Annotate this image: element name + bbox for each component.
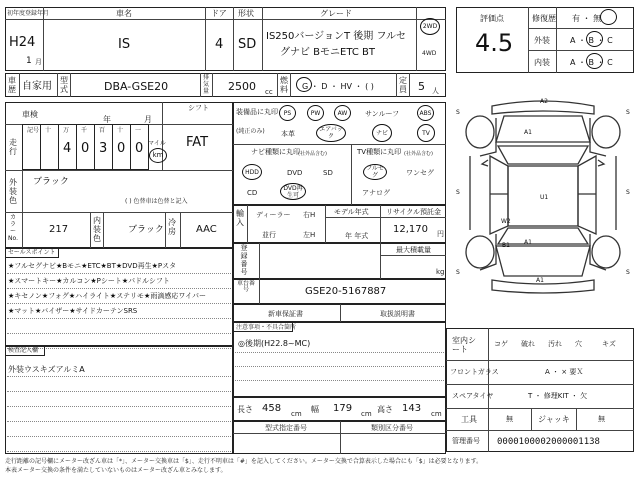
length-label: 長さ — [237, 405, 253, 414]
side-mark-s: S — [456, 269, 460, 276]
odometer-digit-label: 百 — [99, 127, 106, 134]
leather-label: 本革 — [281, 130, 295, 138]
shift-value: FAT — [186, 135, 209, 150]
oneseg-label: ワンセグ — [406, 169, 434, 177]
fuel-options: G ・ D ・ HV ・ ( ) — [302, 82, 374, 91]
ps-circle: PS — [279, 105, 296, 121]
ruled-line — [7, 436, 231, 437]
inspection-year-unit: 年 — [103, 115, 111, 124]
exterior-label: 外装 — [534, 36, 550, 45]
jack-label: ジャッキ — [538, 415, 570, 424]
mark-b1: B1 — [502, 242, 510, 249]
seat-option: コゲ — [494, 340, 508, 348]
model-year-label: モデル年式 — [334, 208, 369, 216]
displacement-value: 2500 — [228, 80, 256, 93]
length-value: 458 — [262, 403, 282, 414]
fuel-label: 燃料 — [280, 76, 288, 94]
mark-a1-rear: A1 — [524, 239, 532, 246]
ruled-line — [7, 391, 231, 392]
odometer-digit: 0 — [81, 141, 90, 156]
sales-point-line: ★フルセグナビ★Bモニ★ETC★BT★DVD再生★Pスタ — [8, 262, 177, 270]
import-label: 輸入 — [236, 209, 244, 227]
model-label: 型式 — [60, 76, 68, 94]
interior-b-circle — [586, 53, 603, 69]
ruled-line — [7, 273, 231, 274]
odometer-label: 走行 — [9, 138, 17, 156]
model-row — [5, 73, 446, 97]
reg-year-value: H24 — [9, 35, 36, 50]
length-unit: cm — [291, 410, 302, 418]
airbag-circle: エアバック — [316, 124, 346, 142]
odometer-digit: 0 — [117, 141, 126, 156]
ruled-line — [7, 318, 231, 319]
side-mark-s: S — [456, 109, 460, 116]
type-label: 型式指定番号 — [265, 424, 307, 432]
odometer-digit-label: 記号 — [27, 127, 40, 134]
color-value: ブラック — [33, 177, 69, 187]
side-mark-s: S — [456, 189, 460, 196]
dvd-label: DVD — [287, 169, 303, 177]
inspector-label: 検査記入欄 — [8, 347, 39, 354]
width-label: 幅 — [311, 405, 319, 414]
width-value: 179 — [333, 403, 353, 414]
mark-a1-hood: A1 — [524, 129, 532, 136]
mgmt-label: 管理番号 — [452, 437, 480, 445]
hdd-circle: HDD — [242, 164, 262, 180]
tv-title: TV種類に丸印 — [357, 148, 402, 156]
parallel-label: 並行 — [262, 231, 276, 239]
inspector-value: 外装ウスキズアルミA — [8, 365, 85, 374]
mile-label: マイル — [148, 140, 166, 147]
class-label: 類別区分番号 — [371, 424, 413, 432]
capacity-value: 5 — [418, 80, 425, 93]
side-mark-s: S — [626, 269, 630, 276]
seat-option: 破れ — [521, 340, 535, 348]
exterior-b-circle — [586, 31, 603, 47]
odometer-digit: 0 — [135, 141, 144, 156]
color-no-value: 217 — [49, 224, 69, 235]
color-change-note: ( ) 色替車は色替と記入 — [125, 198, 188, 205]
grade-value-line1: IS250バージョンT 後期 フルセ — [266, 31, 407, 42]
model-year-value: 年 年式 — [345, 232, 369, 240]
use-label: 車歴 — [8, 76, 16, 94]
score-value: 4.5 — [475, 29, 514, 57]
analog-label: アナログ — [362, 189, 390, 197]
ac-label: 冷房 — [168, 218, 176, 236]
odometer-digit-label: 一 — [135, 127, 142, 134]
exterior-options: A ・ B ・ C — [570, 36, 613, 45]
color-no-label: カラーNo. — [8, 214, 18, 242]
odometer-digit: 4 — [63, 141, 72, 156]
color-label: 外装色 — [9, 178, 17, 205]
grade-value-line2: グナビ BモニETC BT — [280, 47, 376, 58]
mark-a2: A2 — [540, 98, 548, 105]
car-name-value: IS — [118, 37, 131, 52]
max-load-label: 最大積載量 — [396, 246, 431, 254]
ruled-line — [7, 288, 231, 289]
shape-label: 形状 — [238, 9, 254, 18]
height-unit: cm — [431, 410, 442, 418]
car-damage-diagram — [452, 94, 634, 320]
equipment-subtitle: (純正のみ) — [236, 128, 265, 135]
odometer-digit-label: 十 — [45, 127, 52, 134]
tv-note: (社外品含む) — [404, 151, 433, 157]
car-name-label: 車名 — [116, 9, 132, 18]
odometer-digit: 3 — [99, 141, 108, 156]
grade-label: グレード — [320, 9, 352, 18]
fuel-selected-circle — [296, 77, 312, 92]
windshield-options: A ・ × 要Ｘ — [545, 368, 584, 376]
reg-month-value: 1 — [26, 56, 32, 66]
seat-option: 汚れ — [548, 340, 562, 348]
sales-point-label: セールスポイント — [8, 249, 56, 256]
left-hand-label: 左H — [303, 231, 316, 239]
km-circle: km — [149, 148, 167, 163]
ruled-line — [235, 366, 444, 367]
sales-point-line: ★スマートキー★カルコン★Pシート★パドルシフト — [8, 277, 170, 285]
equipment-title: 装備品に丸印 — [236, 108, 278, 116]
repair-options: 有 ・ 無 — [572, 14, 602, 23]
manual-label: 取扱説明書 — [380, 310, 415, 318]
caution-label: 注意事項・不具合箇所 — [236, 324, 297, 331]
inspector-block — [5, 346, 233, 454]
door-label: ドア — [211, 9, 227, 18]
month-unit: 月 — [35, 58, 42, 66]
reg-year-label: 初年度登録年月 — [7, 10, 50, 17]
ruled-line — [7, 333, 231, 334]
sales-point-line: ★マット★バイザー★サイドカーテンSRS — [8, 307, 138, 315]
repair-label: 修復歴 — [532, 14, 556, 23]
aw-circle: AW — [334, 105, 351, 121]
door-value: 4 — [215, 37, 224, 52]
width-unit: cm — [361, 410, 372, 418]
nav-note: (社外品含む) — [298, 151, 327, 157]
abs-circle: ABS — [417, 105, 434, 121]
new-car-warranty-label: 新車保証書 — [268, 310, 303, 318]
interior-color-value: ブラック — [128, 225, 164, 235]
odometer-digit-label: 千 — [81, 127, 88, 134]
ruled-line — [235, 380, 444, 381]
tools-label: 工具 — [461, 415, 477, 424]
ruled-line — [235, 352, 444, 353]
ruled-line — [7, 406, 231, 407]
model-value: DBA-GSE20 — [104, 80, 169, 93]
mark-a1-bumper: A1 — [536, 277, 544, 284]
serial-value: GSE20-5167887 — [305, 286, 387, 297]
capacity-label: 定員 — [399, 76, 407, 94]
yen-unit: 円 — [437, 230, 444, 238]
drive-2wd-circle: 2WD — [420, 18, 440, 35]
use-value: 自家用 — [22, 81, 52, 92]
side-mark-s: S — [626, 109, 630, 116]
height-label: 高さ — [377, 405, 393, 414]
spare-options: T ・ 修理KIT ・ 欠 — [528, 392, 588, 400]
mark-u1: U1 — [540, 194, 549, 201]
mgmt-value: 0000100002000001138 — [497, 437, 600, 447]
tools-value: 無 — [506, 415, 513, 423]
cc-unit: cc — [265, 88, 273, 96]
fullseg-circle: フルセグ — [363, 164, 387, 180]
sd-label: SD — [323, 169, 333, 177]
ac-value: AAC — [196, 224, 217, 235]
ruled-line — [7, 451, 231, 452]
caution-block — [233, 322, 446, 397]
serial-label: 車台番号 — [236, 280, 255, 293]
car-diagram-svg — [452, 94, 634, 320]
odometer-digit-label: 万 — [63, 127, 70, 134]
kg-unit: kg — [436, 268, 445, 276]
navi-circle: ナビ — [372, 124, 392, 142]
interior-seat-label: 室内シート — [452, 336, 476, 354]
score-label: 評価点 — [480, 14, 504, 23]
interior-label: 内装 — [534, 58, 550, 67]
footer-note-1: 走行距離の記号欄にメーター改ざん車は「*」、メーター交換車は「$」、走行不明車は「#」を記入してください。メーター交換で合算表示した場合にも「$」は必要となります。 — [5, 458, 483, 465]
inspection-label: 車検 — [22, 110, 38, 119]
tv-circle: TV — [417, 124, 435, 142]
side-mark-s: S — [626, 189, 630, 196]
sunroof-label: サンルーフ — [365, 110, 400, 118]
caution-value: ◎後期(H22.8~MC) — [238, 339, 311, 348]
recycle-label: リサイクル預託金 — [386, 208, 442, 216]
ruled-line — [7, 421, 231, 422]
dvd-play-circle: DVD再生可 — [280, 183, 306, 200]
seat-option: 穴 — [575, 340, 582, 348]
sales-point-line: ★キセノン★フォグ★ハイライト★ステリモ★雨滴感応ワイパー — [8, 292, 206, 300]
dealer-label: ディーラー — [256, 211, 291, 219]
displacement-label: 排気量 — [202, 74, 209, 95]
ruled-line — [7, 376, 231, 377]
right-hand-label: 右H — [303, 211, 316, 219]
pw-circle: PW — [307, 105, 324, 121]
inspection-month-unit: 月 — [144, 115, 152, 124]
person-unit: 人 — [432, 87, 439, 95]
height-value: 143 — [402, 403, 422, 414]
spare-label: スペアタイヤ — [452, 392, 494, 400]
interior-options: A ・ B ・ C — [570, 58, 613, 67]
reg-label: 登録番号 — [240, 244, 248, 276]
repair-none-circle — [600, 9, 617, 25]
odometer-digit-label: 十 — [117, 127, 124, 134]
nav-title: ナビ種類に丸印 — [251, 148, 300, 156]
jack-value: 無 — [598, 415, 605, 423]
interior-color-label: 内装色 — [93, 216, 101, 243]
recycle-value: 12,170 — [393, 224, 428, 235]
footer-note-2: 本表メーター交換の条件を満たしていないものはメーター改ざん車とみなします。 — [5, 467, 227, 474]
ruled-line — [7, 303, 231, 304]
shape-value: SD — [238, 37, 257, 52]
shift-label: シフト — [188, 104, 209, 112]
windshield-label: フロントガラス — [450, 368, 499, 376]
mark-w2: W2 — [501, 218, 511, 225]
seat-option: キズ — [602, 340, 616, 348]
drive-4wd-label: 4WD — [422, 50, 437, 57]
cd-label: CD — [247, 189, 258, 197]
